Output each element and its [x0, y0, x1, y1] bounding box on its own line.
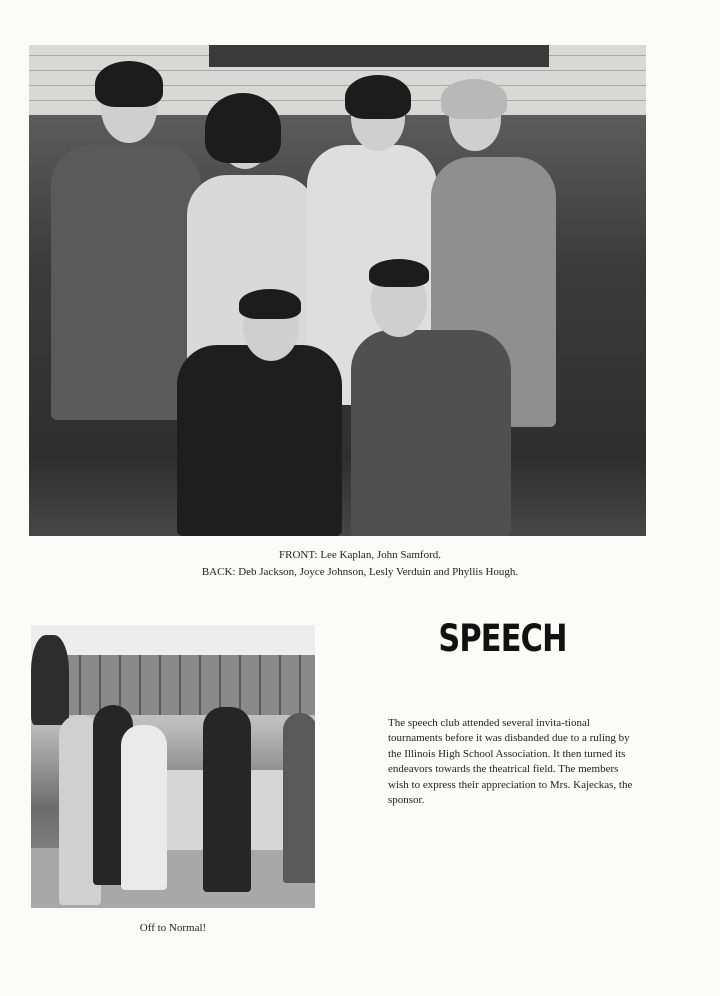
student-figure [203, 707, 251, 892]
car-photo-caption: Off to Normal! [139, 922, 207, 934]
caption-back-row: BACK: Deb Jackson, Joyce Johnson, Lesly Verduin and Phyllis Hough. [201, 566, 519, 578]
tree [31, 635, 69, 725]
student-figure [283, 713, 315, 883]
student-hair [95, 61, 163, 107]
student-figure [351, 330, 511, 536]
student-hair [205, 93, 281, 163]
section-body-text: The speech club attended several invita-tional tournaments before it was disbanded due to a ruling by the Illinois High School Association. It then turned its endeavors towards the theatrical field. The members wish to express their appreciation to Mrs. Kajeckas, the sponsor. [388, 717, 633, 807]
student-figure [177, 345, 342, 536]
group-photo [29, 45, 646, 536]
student-hair [345, 75, 411, 119]
car-photo [31, 625, 315, 908]
caption-front-row: FRONT: Lee Kaplan, John Samford. [279, 549, 441, 561]
school-building [61, 655, 315, 715]
student-hair [239, 289, 301, 319]
group-photo-caption [0, 547, 720, 581]
student-hair [369, 259, 429, 287]
student-figure [121, 725, 167, 890]
student-hair [441, 79, 507, 119]
section-title: SPEECH [438, 617, 567, 660]
